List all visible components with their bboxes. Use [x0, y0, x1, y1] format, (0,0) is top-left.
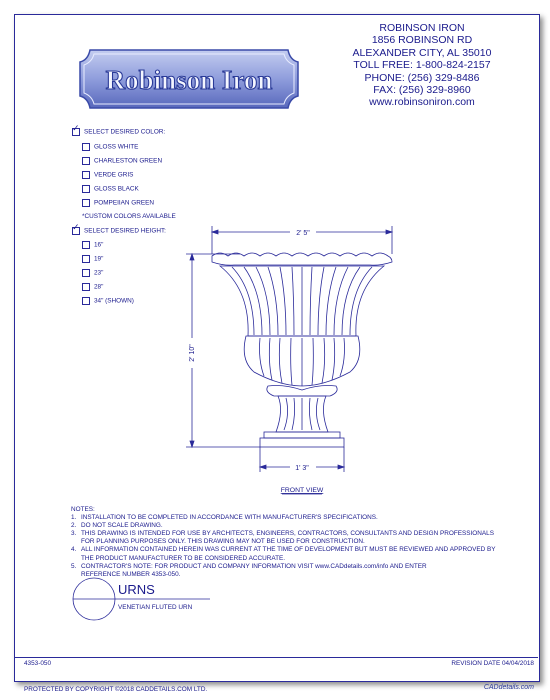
arrow-icon	[190, 441, 194, 447]
note-line	[71, 514, 511, 522]
company-fax: FAX: (256) 329-8960	[373, 84, 471, 97]
urn-collar	[267, 386, 337, 397]
option-label: POMPEIIAN GREEN	[94, 199, 155, 207]
note-text: THE PRODUCT MANUFACTURER TO BE CONSIDERED ACCURATE.	[81, 554, 286, 562]
color-option-gloss-white[interactable]	[82, 143, 138, 152]
checkbox[interactable]	[82, 269, 90, 277]
width-dimension-label: 2' 5"	[296, 230, 310, 237]
arrow-icon	[212, 230, 218, 234]
note-number: 1.	[71, 514, 77, 522]
checkbox[interactable]	[82, 185, 90, 193]
note-line	[71, 522, 511, 530]
color-options-header: SELECT DESIRED COLOR:	[84, 128, 166, 136]
height-option-19[interactable]	[82, 255, 103, 264]
note-number	[71, 555, 81, 563]
note-line	[71, 546, 511, 554]
note-line	[71, 538, 511, 546]
note-text: FOR PLANNING PURPOSES ONLY. THIS DRAWING MAY NOT BE USED FOR CONSTRUCTION.	[81, 538, 365, 546]
height-options-header-row	[72, 222, 166, 236]
note-number: 3.	[71, 530, 77, 538]
urn-stem-flutes	[284, 398, 320, 430]
arrow-icon	[260, 465, 266, 469]
copyright-notice: PROTECTED BY COPYRIGHT ©2018 CADDETAILS.COM LTD.	[24, 686, 208, 693]
notes-section	[71, 506, 511, 579]
urn-rim	[212, 253, 392, 265]
height-options-header: SELECT DESIRED HEIGHT:	[84, 227, 166, 235]
option-label: VERDE GRIS	[94, 171, 134, 179]
arrow-icon	[338, 465, 344, 469]
note-text: ALL INFORMATION CONTAINED HEREIN WAS CURRENT AT THE TIME OF DEVELOPMENT BUT MUST BE REVIEWED AND APPROVED BY	[81, 546, 496, 554]
option-label: 34" (SHOWN)	[94, 297, 134, 305]
option-label: GLOSS BLACK	[94, 185, 139, 193]
company-toll-free: TOLL FREE: 1-800-824-2157	[353, 59, 491, 72]
color-option-gloss-black[interactable]	[82, 185, 139, 194]
robinson-iron-logo	[78, 48, 300, 110]
footer-divider	[14, 657, 538, 658]
note-text: REFERENCE NUMBER 4353-050.	[81, 570, 181, 578]
option-label: 23"	[94, 269, 104, 277]
checkbox[interactable]	[82, 283, 90, 291]
note-text: DO NOT SCALE DRAWING.	[81, 522, 163, 530]
company-website[interactable]: www.robinsoniron.com	[369, 96, 475, 109]
arrow-icon	[386, 230, 392, 234]
logo-text: Robinson Iron	[105, 65, 273, 95]
height-option-16[interactable]	[82, 241, 103, 250]
urn-lower-gadroons	[260, 338, 345, 386]
option-label: GLOSS WHITE	[94, 143, 139, 151]
company-name: ROBINSON IRON	[379, 22, 465, 34]
reference-number: 4353-050	[24, 660, 52, 667]
company-city: ALEXANDER CITY, AL 35010	[352, 46, 492, 59]
arrow-icon	[190, 254, 194, 260]
color-options	[72, 123, 212, 228]
title-block-subtitle: VENETIAN FLUTED URN	[118, 604, 193, 611]
note-number	[71, 538, 81, 546]
check-mark-icon: ✓	[72, 222, 80, 232]
front-view-label: FRONT VIEW	[280, 487, 324, 494]
note-text: THIS DRAWING IS INTENDED FOR USE BY ARCHITECTS, ENGINEERS, CONTRACTORS, CONSULTANTS AND DESIGN PROFESSIONALS	[81, 530, 494, 538]
note-number: 2.	[71, 522, 77, 530]
color-option-pompeiian-green[interactable]	[82, 199, 154, 208]
checkbox[interactable]	[82, 157, 90, 165]
note-number: 4.	[71, 546, 77, 554]
height-option-28[interactable]	[82, 283, 103, 292]
title-block	[70, 575, 230, 627]
color-option-charleston-green[interactable]	[82, 157, 162, 166]
urn-front-view-drawing	[180, 220, 410, 500]
checkbox[interactable]	[82, 241, 90, 249]
urn-base-top	[264, 432, 340, 438]
option-label: 28"	[94, 283, 104, 291]
checkbox[interactable]	[82, 143, 90, 151]
option-label: CHARLESTON GREEN	[94, 157, 163, 165]
height-header-checkbox[interactable]	[72, 222, 80, 235]
company-info	[332, 22, 512, 109]
height-option-34[interactable]	[82, 297, 134, 306]
company-phone: PHONE: (256) 329-8486	[364, 71, 480, 84]
urn-base-plinth	[260, 438, 344, 447]
company-address: 1856 ROBINSON RD	[371, 34, 473, 47]
note-line	[71, 530, 511, 538]
color-options-header-row	[72, 123, 166, 137]
check-mark-icon: ✓	[72, 123, 80, 133]
caddetails-brand[interactable]: CADdetails.com	[483, 684, 534, 691]
checkbox[interactable]	[82, 255, 90, 263]
option-label: 19"	[94, 255, 104, 263]
note-line	[71, 555, 511, 563]
checkbox[interactable]	[82, 171, 90, 179]
height-option-23[interactable]	[82, 269, 103, 278]
base-dimension-label: 1' 3"	[295, 465, 309, 472]
color-option-verde-gris[interactable]	[82, 171, 133, 180]
custom-colors-note: *CUSTOM COLORS AVAILABLE	[82, 213, 176, 220]
notes-header: NOTES:	[71, 506, 95, 513]
title-block-title: URNS	[118, 582, 155, 597]
checkbox[interactable]	[82, 199, 90, 207]
note-text: CONTRACTOR'S NOTE: FOR PRODUCT AND COMPANY INFORMATION VISIT www.CADdetails.com/info AND ENTER	[81, 562, 427, 570]
urn-flutes	[232, 267, 372, 335]
note-text: INSTALLATION TO BE COMPLETED IN ACCORDANCE WITH MANUFACTURER'S SPECIFICATIONS.	[81, 514, 378, 522]
note-number: 5.	[71, 562, 77, 570]
revision-date: REVISION DATE 04/04/2018	[451, 660, 534, 667]
note-line	[71, 563, 511, 571]
option-label: 16"	[94, 241, 104, 249]
color-header-checkbox[interactable]	[72, 123, 80, 136]
height-dimension-label: 2' 10"	[189, 344, 196, 362]
checkbox[interactable]	[82, 297, 90, 305]
